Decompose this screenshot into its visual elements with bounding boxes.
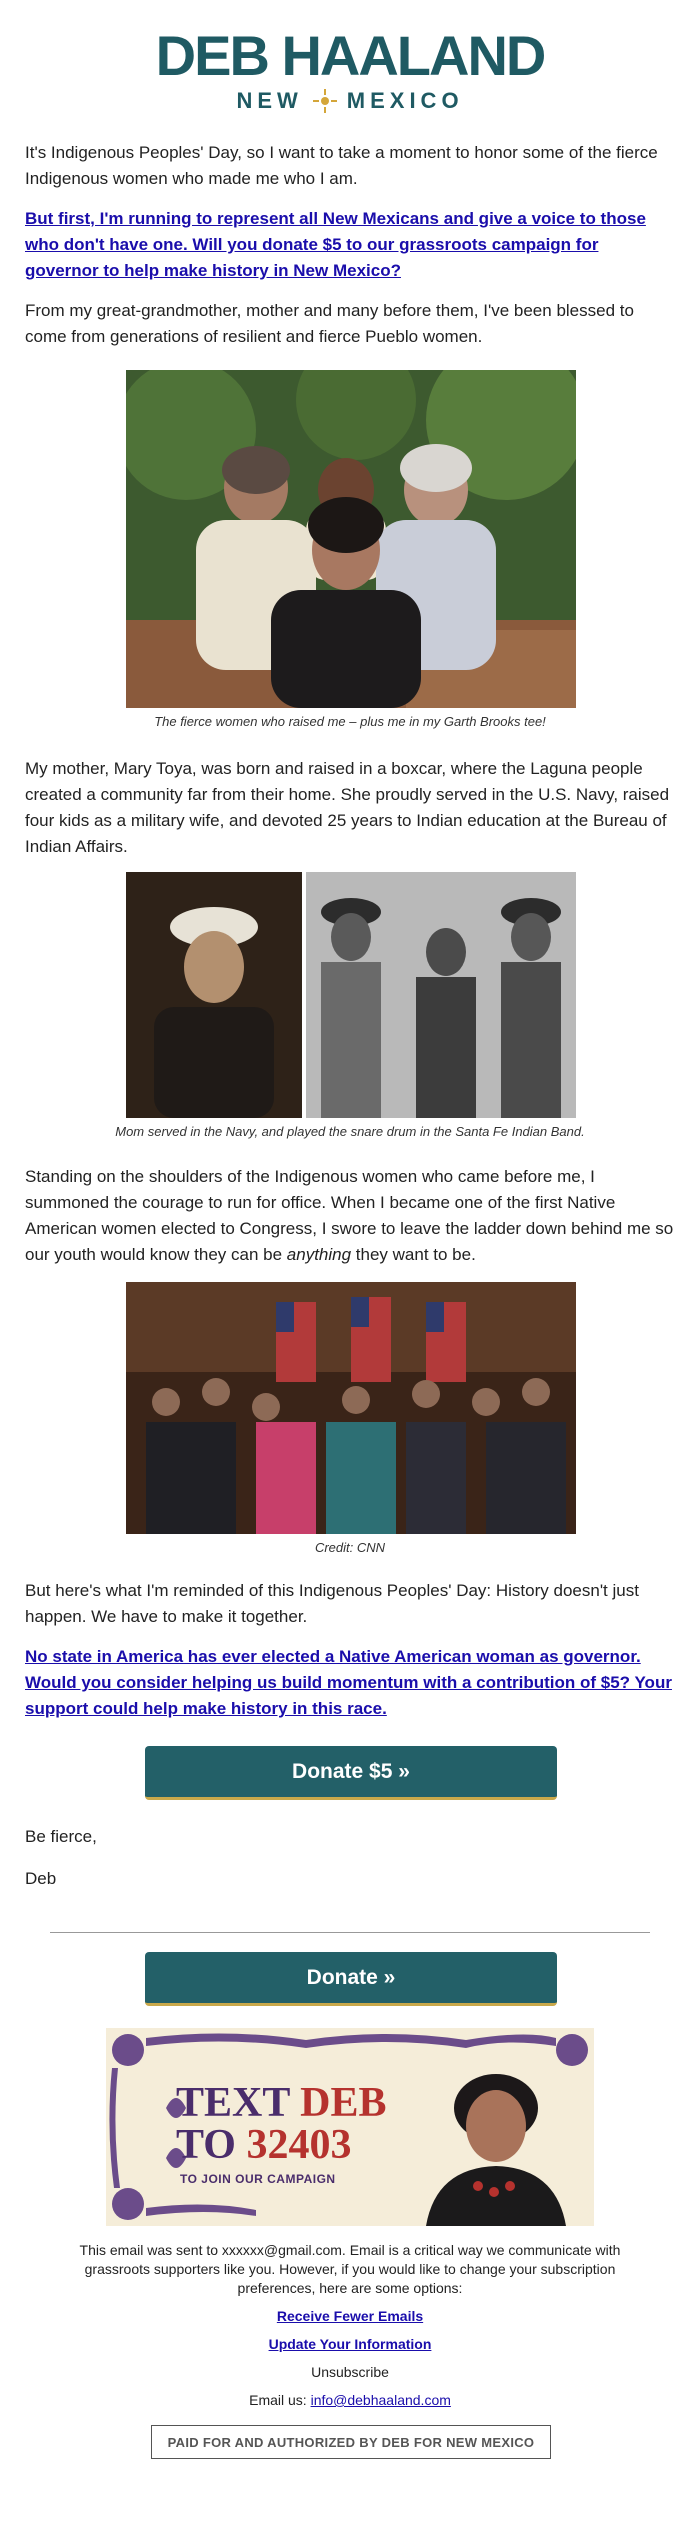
mother-navy-band-photo [126,872,576,1118]
email-label: Email us: [249,2392,311,2408]
receive-fewer-emails-link[interactable]: Receive Fewer Emails [276,2308,424,2324]
paragraph-generations: From my great-grandmother, mother and many before them, I've been blessed to come from generations of resilient and fierce Pueblo women. [25,301,634,346]
paragraph-congress-em: anything [286,1245,352,1264]
banner-to-word: TO [176,2122,247,2168]
banner-line-2 [176,2124,351,2166]
divider [50,1932,650,1933]
donate-5-button[interactable]: Donate $5 » [145,1746,557,1800]
photo-caption-1: The fierce women who raised me – plus me in my Garth Brooks tee! [154,714,546,729]
logo-state-right: MEXICO [346,88,464,113]
congress-swearing-in-photo [126,1282,576,1534]
zia-sun-icon [313,89,337,113]
banner-text-word: TEXT [176,2080,301,2126]
paragraph-history: But here's what I'm reminded of this Indigenous Peoples' Day: History doesn't just happen. We have to make it together. [25,1581,639,1626]
subscription-notice: This email was sent to xxxxxx@gmail.com. Email is a critical way we communicate with grassroots supporters like you. However, if you would like to change your subscription preferences, here are some options: [79,2242,621,2296]
donate-button[interactable]: Donate » [145,1952,557,2006]
family-women-photo [126,370,576,708]
donate-link-2[interactable]: No state in America has ever elected a Native American woman as governor. Would you consider helping us build momentum with a contribution of $5? Your support could help make history in this race. [25,1647,672,1718]
unsubscribe-link[interactable]: Unsubscribe [311,2364,389,2380]
update-information-link[interactable]: Update Your Information [268,2336,432,2352]
paid-for-disclaimer: PAID FOR AND AUTHORIZED BY DEB FOR NEW MEXICO [151,2425,551,2459]
campaign-logo [0,24,700,114]
text-to-join-banner[interactable] [106,2028,594,2226]
paragraph-mother: My mother, Mary Toya, was born and raised in a boxcar, where the Laguna people created a community far from their home. She proudly served in the U.S. Navy, raised four kids as a military wife, and devoted 25 years to Indian education at the Bureau of Indian Affairs. [25,759,670,856]
logo-state [0,88,700,114]
photo-caption-3: Credit: CNN [314,1540,386,1555]
paragraph-congress-b: they want to be. [351,1245,476,1264]
paragraph-congress [25,1164,675,1268]
contact-email-line [0,2392,700,2408]
logo-state-left: NEW [236,88,303,113]
logo-name: DEB HAALAND [155,24,545,87]
banner-deb: DEB [300,2080,387,2126]
deb-portrait [406,2068,576,2226]
signature: Deb [25,1869,57,1888]
banner-line-1 [176,2082,386,2124]
contact-email-link[interactable]: info@debhaaland.com [310,2392,451,2408]
donate-link-1[interactable]: But first, I'm running to represent all New Mexicans and give a voice to those who don't have one. Will you donate $5 to our grassroots campaign for governor to help make history in New Mexico? [25,209,646,280]
intro-paragraph: It's Indigenous Peoples' Day, so I want to take a moment to honor some of the fierce Indigenous women who made me who I am. [25,143,658,188]
banner-number: 32403 [246,2122,352,2168]
signoff: Be fierce, [25,1827,97,1846]
banner-line-3: TO JOIN OUR CAMPAIGN [180,2172,336,2186]
paragraph-congress-a: Standing on the shoulders of the Indigenous women who came before me, I summoned the courage to run for office. When I became one of the first Native American women elected to Congress, I swore to leave the ladder down behind me so our youth would know they can be [25,1167,674,1264]
photo-caption-2: Mom served in the Navy, and played the snare drum in the Santa Fe Indian Band. [115,1124,585,1139]
